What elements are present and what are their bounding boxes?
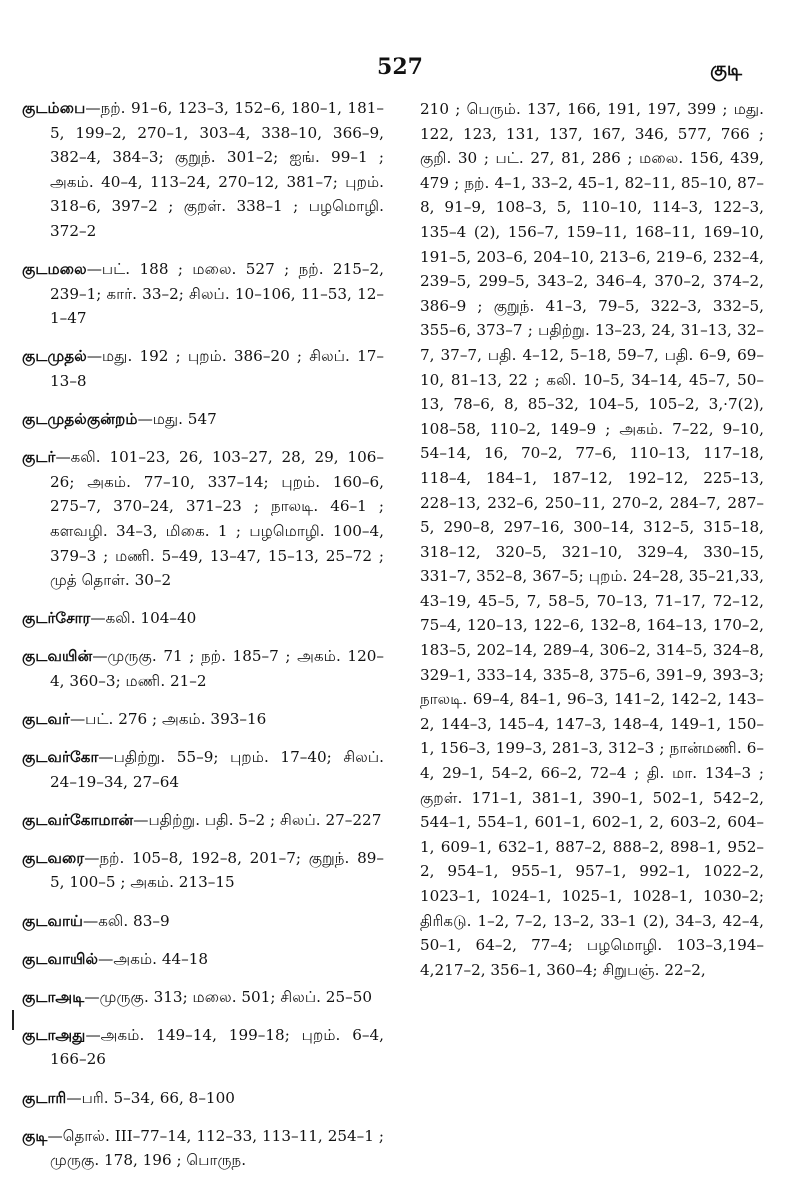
index-entry	[22, 846, 384, 895]
entry-references: நற். 91–6, 123–3, 152–6, 180–1, 181–5, 199–2, 270–1, 303–4, 338–10, 366–9, 382–4, 384–3; குறுந். 301–2; ஐங். 99–1 ; அகம். 40–4, 113–24, 270–12, 381–7; புறம். 318–6, 397–2 ; குறள். 338–1 ; பழமொழி. 372–2	[50, 99, 384, 240]
entry-references: பட். 276 ; அகம். 393–16	[85, 709, 267, 728]
entry-references: நற். 105–8, 192–8, 201–7; குறுந். 89–5, 100–5 ; அகம். 213–15	[50, 848, 384, 892]
entry-references: கலி. 83–9	[98, 911, 170, 930]
index-entry	[22, 344, 384, 393]
entry-references: பட். 188 ; மலை. 527 ; நற். 215–2, 239–1; கார். 33–2; சிலப். 10–106, 11–53, 12–1–47	[50, 260, 384, 328]
page-number: 527	[377, 54, 423, 80]
entry-dash: —	[84, 987, 100, 1006]
entry-dash: —	[66, 1088, 82, 1107]
margin-mark	[12, 1010, 14, 1030]
index-entry	[22, 947, 384, 972]
entry-dash: —	[85, 1025, 101, 1044]
index-entry	[22, 445, 384, 593]
entry-headword: குடவாய்	[22, 911, 83, 930]
index-entry	[22, 644, 384, 693]
entry-dash: —	[47, 1126, 63, 1145]
entry-references: அகம். 149–14, 199–18; புறம். 6–4, 166–26	[50, 1025, 384, 1069]
entry-dash: —	[84, 848, 100, 867]
entry-headword: குடவாயில்	[22, 949, 99, 968]
entry-headword: குடர்சோர	[22, 609, 91, 628]
index-entry	[22, 985, 384, 1010]
entry-dash: —	[86, 347, 103, 366]
entry-dash: —	[98, 748, 114, 767]
entry-headword: குடவயின்	[22, 647, 93, 666]
index-entry	[22, 1124, 384, 1173]
entry-references: பரி. 5–34, 66, 8–100	[81, 1088, 235, 1107]
entry-references: மது. 192 ; புறம். 386–20 ; சிலப். 17–13–8	[50, 347, 384, 390]
entry-dash: —	[85, 99, 101, 117]
entry-dash: —	[55, 448, 71, 467]
entry-headword: குடவர்கோ	[22, 748, 99, 767]
index-entry	[22, 407, 384, 432]
index-entry	[22, 1086, 384, 1111]
index-entry	[22, 745, 384, 794]
entry-references: பதிற்று. 55–9; புறம். 17–40; சிலப். 24–19–34, 27–64	[50, 748, 384, 791]
running-head: குடி	[710, 58, 742, 80]
entry-dash: —	[137, 410, 153, 429]
entry-headword: குடமுதல்	[22, 347, 87, 366]
index-entry	[22, 1023, 384, 1072]
entry-dash: —	[92, 647, 108, 666]
entry-headword: குடவர்	[22, 709, 70, 728]
index-entry	[22, 909, 384, 934]
entry-dash: —	[133, 810, 149, 829]
entry-dash: —	[98, 949, 114, 968]
entry-headword: குடம்பை	[22, 99, 86, 117]
entry-dash: —	[90, 609, 106, 628]
index-entry	[22, 808, 384, 833]
entry-headword: குடர்	[22, 448, 56, 467]
entry-dash: —	[86, 260, 102, 279]
entry-references: பதிற்று. பதி. 5–2 ; சிலப். 27–227	[148, 810, 382, 829]
entry-references: மது. 547	[152, 410, 217, 429]
continued-entry-text: 210 ; பெரும். 137, 166, 191, 197, 399 ; மது. 122, 123, 131, 137, 167, 346, 577, 766 ; குறி. 30 ; பட். 27, 81, 286 ; மலை. 156, 439, 479 ; நற். 4–1, 33–2, 45–1, 82–11, 85–10, 87–8, 91–9, 108–3, 5, 110–10, 114–3, 122–3, 135–4 (2), 156–7, 159–11, 168–11, 169–10, 191–5, 203–6, 204–10, 213–6, 219–6, 232–4, 239–5, 299–5, 343–2, 346–4, 370–2, 374–2, 386–9 ; குறுந். 41–3, 79–5, 322–3, 332–5, 355–6, 373–7 ; பதிற்று. 13–23, 24, 31–13, 32–7, 37–7, பதி. 4–12, 5–18, 59–7, பதி. 6–9, 69–10, 81–13, 22 ; கலி. 10–5, 34–14, 45–7, 50–13, 78–6, 8, 85–32, 104–5, 105–2, 3,·7(2), 108–58, 110–2, 149–9 ; அகம். 7–22, 9–10, 54–14, 16, 70–2, 77–6, 110–13, 117–18, 118–4, 184–1, 187–12, 192–12, 225–13, 228–13, 232–6, 250–11, 270–2, 284–7, 287–5, 290–8, 297–16, 300–14, 312–5, 315–18, 318–12, 320–5, 321–10, 329–4, 330–15, 331–7, 352–8, 367–5; புறம். 24–28, 35–21,33, 43–19, 45–5, 7, 58–5, 70–13, 71–17, 72–12, 75–4, 120–13, 122–6, 132–8, 164–13, 170–2, 183–5, 202–14, 289–4, 306–2, 314–5, 324–8, 329–1, 333–14, 335–8, 375–6, 391–9, 393–3; நாலடி. 69–4, 84–1, 96–3, 141–2, 142–2, 143–2, 144–3, 145–4, 147–3, 148–4, 149–1, 150–1, 156–3, 199–3, 281–3, 312–3 ; நான்மணி. 6–4, 29–1, 54–2, 66–2, 72–4 ; தி. மா. 134–3 ; குறள். 171–1, 381–1, 390–1, 502–1, 542–2, 544–1, 554–1, 601–1, 602–1, 2, 603–2, 604–1, 609–1, 632–1, 887–2, 888–2, 898–1, 952–2, 954–1, 955–1, 957–1, 992–1, 1022–2, 1023–1, 1024–1, 1025–1, 1028–1, 1030–2; திரிகடு. 1–2, 7–2, 13–2, 33–1 (2), 34–3, 42–4, 50–1, 64–2, 77–4; பழமொழி. 103–3,194–4,217–2, 356–1, 360–4; சிறுபஞ். 22–2,	[420, 100, 764, 979]
index-entry	[22, 606, 384, 631]
entry-references: முருகு. 71 ; நற். 185–7 ; அகம். 120–4, 360–3; மணி. 21–2	[50, 647, 384, 690]
index-entry	[22, 96, 384, 244]
entry-references: கலி. 101–23, 26, 103–27, 28, 29, 106–26; அகம். 77–10, 337–14; புறம். 160–6, 275–7, 370–24, 371–23 ; நாலடி. 46–1 ; களவழி. 34–3, மிகை. 1 ; பழமொழி. 100–4, 379–3 ; மணி. 5–49, 13–47, 15–13, 25–72 ; முத் தொள். 30–2	[50, 448, 384, 590]
entry-references: தொல். III–77–14, 112–33, 113–11, 254–1 ; முருகு. 178, 196 ; பொருந.	[50, 1126, 384, 1170]
right-column	[420, 97, 764, 982]
entry-headword: குடாஅடி	[22, 987, 85, 1006]
entry-headword: குடி	[22, 1126, 48, 1145]
entry-dash: —	[69, 709, 86, 728]
entry-dash: —	[83, 911, 99, 930]
entry-references: முருகு. 313; மலை. 501; சிலப். 25–50	[99, 987, 373, 1006]
entry-headword: குடாரி	[22, 1088, 67, 1107]
index-entry	[22, 257, 384, 331]
entry-headword: குடமலை	[22, 260, 87, 279]
entry-headword: குடவர்கோமான்	[22, 810, 134, 829]
entry-references: அகம். 44–18	[113, 949, 209, 968]
entry-references: கலி. 104–40	[105, 609, 197, 628]
entry-headword: குடாஅது	[22, 1025, 86, 1044]
left-column	[22, 96, 384, 1186]
entry-headword: குடவரை	[22, 848, 85, 867]
index-entry	[22, 707, 384, 732]
entry-headword: குடமுதல்குன்றம்	[22, 410, 138, 429]
